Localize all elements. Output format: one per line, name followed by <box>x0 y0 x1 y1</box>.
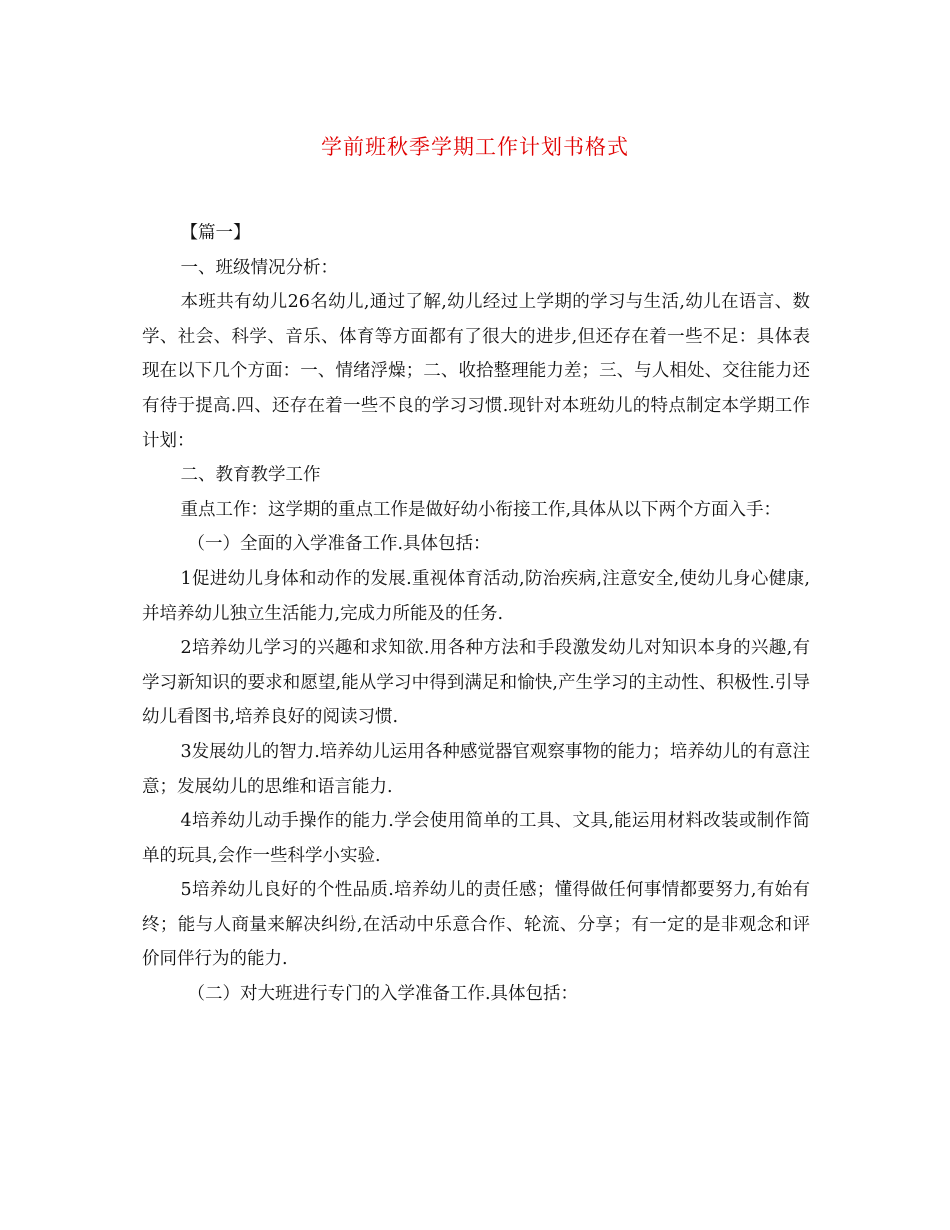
subheading-entry-preparation: （一）全面的入学准备工作.具体包括： <box>187 534 491 555</box>
list-item: 1促进幼儿身体和动作的发展.重视体育活动,防治疾病,注意安全,使幼儿身心健康,并培养幼儿独立生活能力,完成力所能及的任务. <box>142 568 810 624</box>
list-item: 2培养幼儿学习的兴趣和求知欲.用各种方法和手段激发幼儿对知识本身的兴趣,有学习新知识的要求和愿望,能从学习中得到满足和愉快,产生学习的主动性、积极性.引导幼儿看图书,培养良好的阅读习惯. <box>142 638 810 728</box>
section-heading-class-analysis: 一、班级情况分析： <box>180 257 338 278</box>
subheading-special-preparation: （二）对大班进行专门的入学准备工作.具体包括： <box>187 984 579 1005</box>
list-item: 5培养幼儿良好的个性品质.培养幼儿的责任感；懂得做任何事情都要努力,有始有终；能与人商量来解决纠纷,在活动中乐意合作、轮流、分享；有一定的是非观念和评价同伴行为的能力. <box>142 880 810 970</box>
document-title: 学前班秋季学期工作计划书格式 <box>321 135 629 159</box>
document-body <box>142 216 810 1012</box>
paragraph-key-work: 重点工作：这学期的重点工作是做好幼小衔接工作,具体从以下两个方面入手： <box>180 499 782 520</box>
list-item: 3发展幼儿的智力.培养幼儿运用各种感觉器官观察事物的能力；培养幼儿的有意注意；发展幼儿的思维和语言能力. <box>142 741 810 797</box>
list-item: 4培养幼儿动手操作的能力.学会使用简单的工具、文具,能运用材料改装或制作简单的玩具,会作一些科学小实验. <box>142 811 810 866</box>
section-heading-teaching-work: 二、教育教学工作 <box>180 465 321 486</box>
paragraph-class-analysis: 本班共有幼儿26名幼儿,通过了解,幼儿经过上学期的学习与生活,幼儿在语言、数学、社会、科学、音乐、体育等方面都有了很大的进步,但还存在着一些不足：具体表现在以下几个方面：一、情绪浮燥；二、收拾整理能力差；三、与人相处、交往能力还有待于提高.四、还存在着一些不良的学习习惯.现针对本班幼儿的特点制定本学期工作计划： <box>142 292 810 451</box>
section-marker: 【篇一】 <box>180 223 251 243</box>
